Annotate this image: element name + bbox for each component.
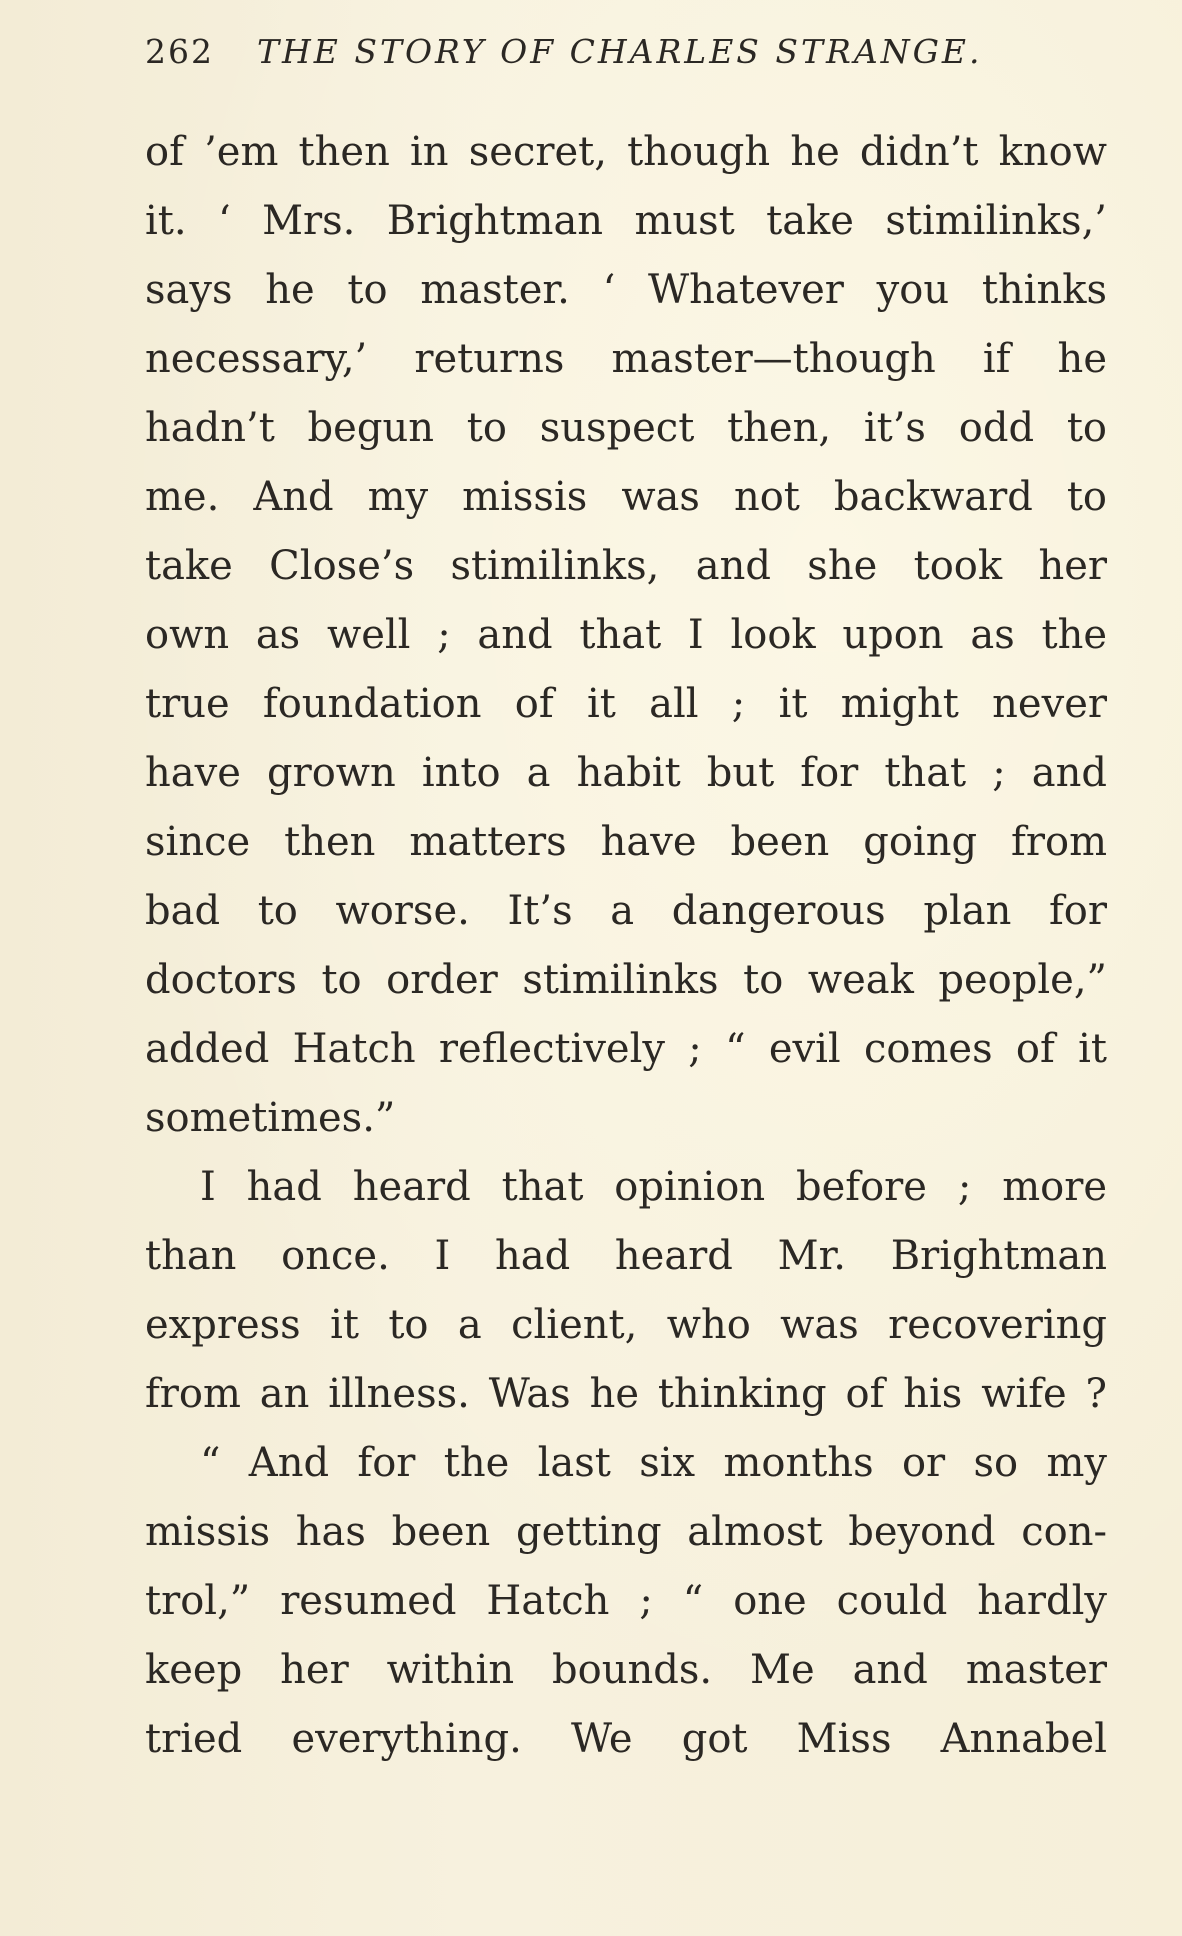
text-line: true foundation of it all ; it might never bbox=[145, 681, 1107, 727]
text-line: necessary,’ returns master—though if he bbox=[145, 336, 1107, 382]
text-line: sometimes.” bbox=[145, 1095, 396, 1141]
book-title: THE STORY OF CHARLES STRANGE. bbox=[257, 32, 983, 71]
text-line: missis has been getting almost beyond con- bbox=[145, 1509, 1107, 1555]
text-line: keep her within bounds. Me and master bbox=[145, 1647, 1107, 1693]
text-line: since then matters have been going from bbox=[145, 819, 1107, 865]
text-line: “ And for the last six months or so my bbox=[200, 1440, 1107, 1486]
text-line: from an illness. Was he thinking of his wife ? bbox=[145, 1371, 1107, 1417]
text-line: express it to a client, who was recovering bbox=[145, 1302, 1107, 1348]
text-line: I had heard that opinion before ; more bbox=[200, 1164, 1107, 1210]
text-line: of ’em then in secret, though he didn’t know bbox=[145, 129, 1107, 175]
text-line: says he to master. ‘ Whatever you thinks bbox=[145, 267, 1107, 313]
running-head bbox=[145, 32, 1105, 76]
text-line: bad to worse. It’s a dangerous plan for bbox=[145, 888, 1107, 934]
body-text bbox=[145, 118, 1107, 1774]
text-line: have grown into a habit but for that ; and bbox=[145, 750, 1107, 796]
text-line: trol,” resumed Hatch ; “ one could hardly bbox=[145, 1578, 1107, 1624]
text-line: than once. I had heard Mr. Brightman bbox=[145, 1233, 1107, 1279]
text-line: hadn’t begun to suspect then, it’s odd to bbox=[145, 405, 1107, 451]
text-line: doctors to order stimilinks to weak people,” bbox=[145, 957, 1107, 1003]
text-line: own as well ; and that I look upon as the bbox=[145, 612, 1107, 658]
text-line: added Hatch reflectively ; “ evil comes of it bbox=[145, 1026, 1107, 1072]
text-line: tried everything. We got Miss Annabel bbox=[145, 1716, 1107, 1762]
page-number: 262 bbox=[145, 32, 214, 71]
text-line: it. ‘ Mrs. Brightman must take stimilinks,’ bbox=[145, 198, 1107, 244]
text-line: me. And my missis was not backward to bbox=[145, 474, 1107, 520]
text-line: take Close’s stimilinks, and she took her bbox=[145, 543, 1107, 589]
